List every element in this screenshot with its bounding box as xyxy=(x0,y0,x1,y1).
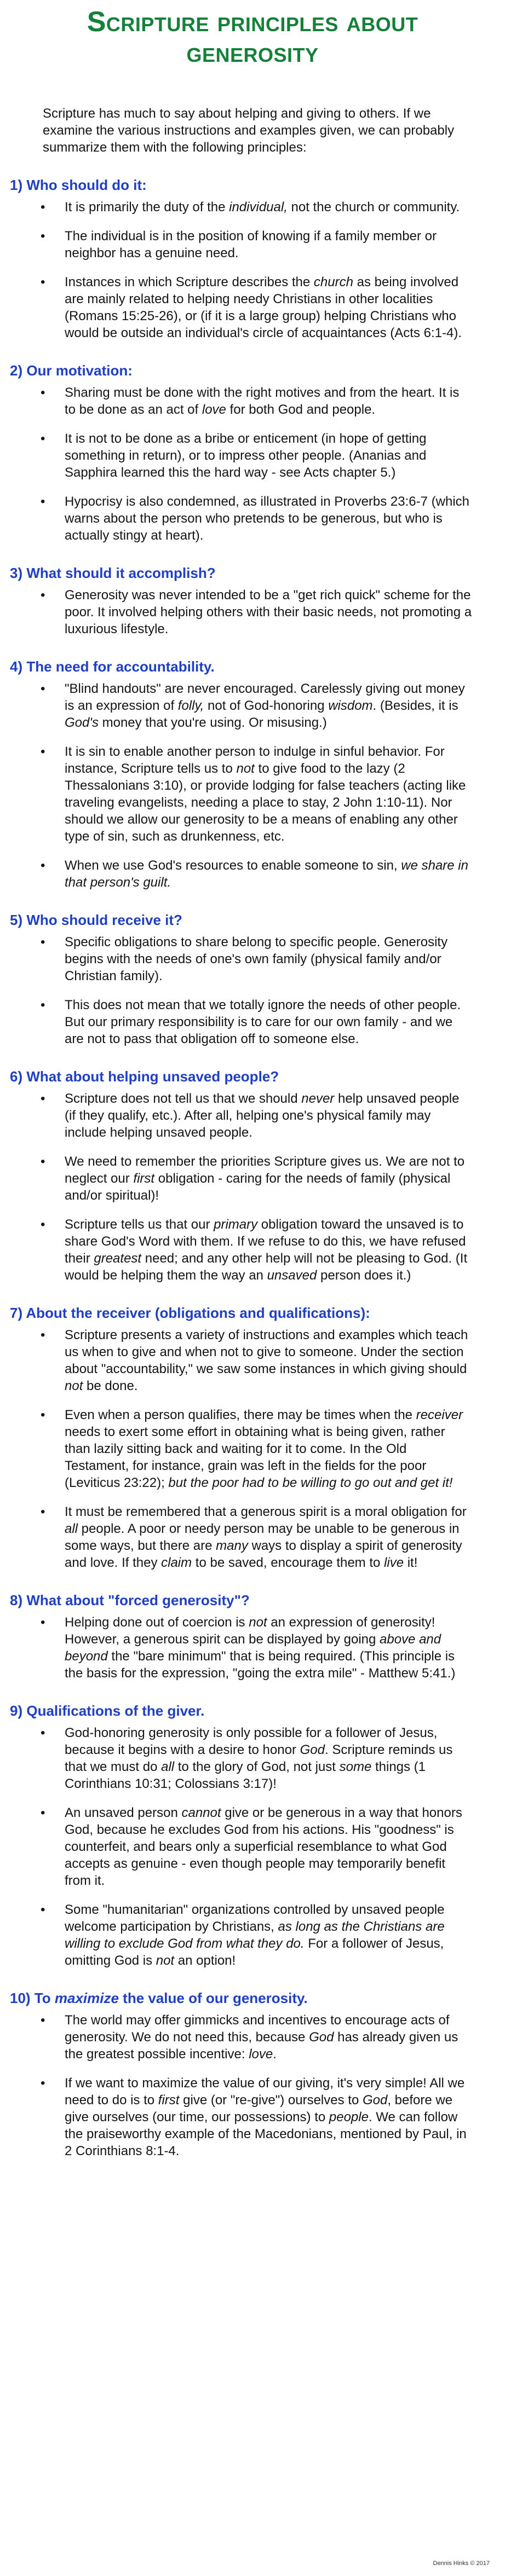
bullet-list xyxy=(0,384,505,544)
bullet-item: • Sharing must be done with the right motives and from the heart. It is to be done as an act of love for both God and people. xyxy=(65,384,472,418)
bullet-item: • It must be remembered that a generous spirit is a moral obligation for all people. A poor or needy person may be unable to be generous in some ways, but there are many ways to display a spirit of generosity and love. If they claim to be saved, encourage them to live it! xyxy=(65,1503,472,1571)
section-heading: 8) What about "forced generosity"? xyxy=(10,1592,250,1608)
bullet-list xyxy=(0,2012,505,2160)
bullet-list xyxy=(0,680,505,891)
section-heading: 5) Who should receive it? xyxy=(10,912,182,928)
bullet-item: • An unsaved person cannot give or be generous in a way that honors God, because he excludes God from his actions. His "goodness" is counterfeit, and bears only a superficial resemblance to what God accepts as genuine - even though people may temporarily benefit from it. xyxy=(65,1804,472,1889)
bullet-item: • Scripture does not tell us that we should never help unsaved people (if they qualify, etc.). After all, helping one's physical family may include helping unsaved people. xyxy=(65,1090,472,1141)
section-heading: 6) What about helping unsaved people? xyxy=(10,1068,279,1085)
section-heading: 7) About the receiver (obligations and qualifications): xyxy=(10,1305,370,1321)
bullet-item: • Specific obligations to share belong to specific people. Generosity begins with the needs of one's own family (physical family and/or Christian family). xyxy=(65,934,472,985)
intro-paragraph: Scripture has much to say about helping and giving to others. If we examine the various instructions and examples given, we can probably summarize them with the following principles: xyxy=(43,106,455,155)
bullet-list xyxy=(0,1724,505,1969)
bullet-list xyxy=(0,934,505,1047)
section-3 xyxy=(0,565,505,638)
section-2 xyxy=(0,362,505,544)
bullet-list xyxy=(0,1090,505,1284)
bullet-item: • If we want to maximize the value of our giving, it's very simple! All we need to do is to first give (or "re-give") ourselves to God, before we give ourselves (our time, our possessions) to people. We can follow the praiseworthy example of the Macedonians, mentioned by Paul, in 2 Corinthians 8:1-4. xyxy=(65,2075,472,2160)
section-heading: 2) Our motivation: xyxy=(10,362,133,379)
bullet-item: • The world may offer gimmicks and incentives to encourage acts of generosity. We do not need this, because God has already given us the greatest possible incentive: love. xyxy=(65,2012,472,2063)
bullet-item: • It is sin to enable another person to indulge in sinful behavior. For instance, Scripture tells us to not to give food to the lazy (2 Thessalonians 3:10), or provide lodging for false teachers (acting like traveling evangelists, needing a place to stay, 2 John 1:10-11). Nor should we allow our generosity to be a means of enabling any other type of sin, such as drunkenness, etc. xyxy=(65,743,472,845)
bullet-list xyxy=(0,199,505,341)
bullet-list xyxy=(0,587,505,638)
bullet-item: • God-honoring generosity is only possible for a follower of Jesus, because it begins with a desire to honor God. Scripture reminds us that we must do all to the glory of God, not just some things (1 Corinthians 10:31; Colossians 3:17)! xyxy=(65,1724,472,1792)
section-heading: 1) Who should do it: xyxy=(10,177,147,193)
author-credit: Dennis Hinks © 2017 xyxy=(433,2560,490,2567)
bullet-item: • Instances in which Scripture describes the church as being involved are mainly related to helping needy Christians in other localities (Romans 15:25-26), or (if it is a large group) helping Christians who would be outside an individual's circle of acquaintances (Acts 6:1-4). xyxy=(65,274,472,341)
bullet-item: • We need to remember the priorities Scripture gives us. We are not to neglect our first obligation - caring for the needs of family (physical and/or spiritual)! xyxy=(65,1153,472,1204)
bullet-item: • Hypocrisy is also condemned, as illustrated in Proverbs 23:6-7 (which warns about the person who pretends to be generous, but who is actually stingy at heart). xyxy=(65,493,472,544)
section-8 xyxy=(0,1592,505,1682)
bullet-item: • Scripture tells us that our primary obligation toward the unsaved is to share God's Word with them. If we refuse to do this, we have refused their greatest need; and any other help will not be pleasing to God. (It would be helping them the way an unsaved person does it.) xyxy=(65,1216,472,1284)
section-4 xyxy=(0,658,505,891)
section-5 xyxy=(0,912,505,1047)
section-heading: 9) Qualifications of the giver. xyxy=(10,1703,205,1719)
bullet-list xyxy=(0,1327,505,1571)
bullet-item: • Scripture presents a variety of instructions and examples which teach us when to give and when not to give to someone. Under the section about "accountability," we saw some instances in which giving should not be done. xyxy=(65,1327,472,1394)
bullet-item: • It is not to be done as a bribe or enticement (in hope of getting something in return), or to impress other people. (Ananias and Sapphira learned this the hard way - see Acts chapter 5.) xyxy=(65,430,472,481)
section-heading: 4) The need for accountability. xyxy=(10,658,215,675)
bullet-item: • Even when a person qualifies, there may be times when the receiver needs to exert some effort in obtaining what is being given, rather than lazily sitting back and waiting for it to come. In the Old Testament, for instance, grain was left in the fields for the poor (Leviticus 23:22); but the poor had to be willing to go out and get it! xyxy=(65,1406,472,1491)
section-heading: 3) What should it accomplish? xyxy=(10,565,216,581)
section-10 xyxy=(0,1990,505,2160)
bullet-item: • It is primarily the duty of the individual, not the church or community. xyxy=(65,199,472,216)
bullet-item: • When we use God's resources to enable someone to sin, we share in that person's guilt. xyxy=(65,857,472,891)
bullet-item: • Generosity was never intended to be a "get rich quick" scheme for the poor. It involved helping others with their basic needs, not promoting a luxurious lifestyle. xyxy=(65,587,472,638)
bullet-item: • The individual is in the position of knowing if a family member or neighbor has a genuine need. xyxy=(65,228,472,262)
sections-container xyxy=(0,177,505,2160)
bullet-item: • "Blind handouts" are never encouraged. Carelessly giving out money is an expression of folly, not of God-honoring wisdom. (Besides, it is God's money that you're using. Or misusing.) xyxy=(65,680,472,731)
bullet-item: • Helping done out of coercion is not an expression of generosity! However, a generous spirit can be displayed by going above and beyond the "bare minimum" that is being required. (This principle is the basis for the expression, "going the extra mile" - Matthew 5:41.) xyxy=(65,1614,472,1682)
bullet-list xyxy=(0,1614,505,1682)
section-6 xyxy=(0,1068,505,1284)
section-heading: 10) To maximize the value of our generosity. xyxy=(10,1990,308,2006)
section-7 xyxy=(0,1305,505,1571)
bullet-item: • Some "humanitarian" organizations controlled by unsaved people welcome participation by Christians, as long as the Christians are willing to exclude God from what they do. For a follower of Jesus, omitting God is not an option! xyxy=(65,1901,472,1969)
bullet-item: • This does not mean that we totally ignore the needs of other people. But our primary responsibility is to care for our own family - and we are not to pass that obligation off to someone else. xyxy=(65,997,472,1047)
page-title: Scripture principles about generosity xyxy=(87,6,418,68)
section-1 xyxy=(0,177,505,341)
section-9 xyxy=(0,1703,505,1969)
